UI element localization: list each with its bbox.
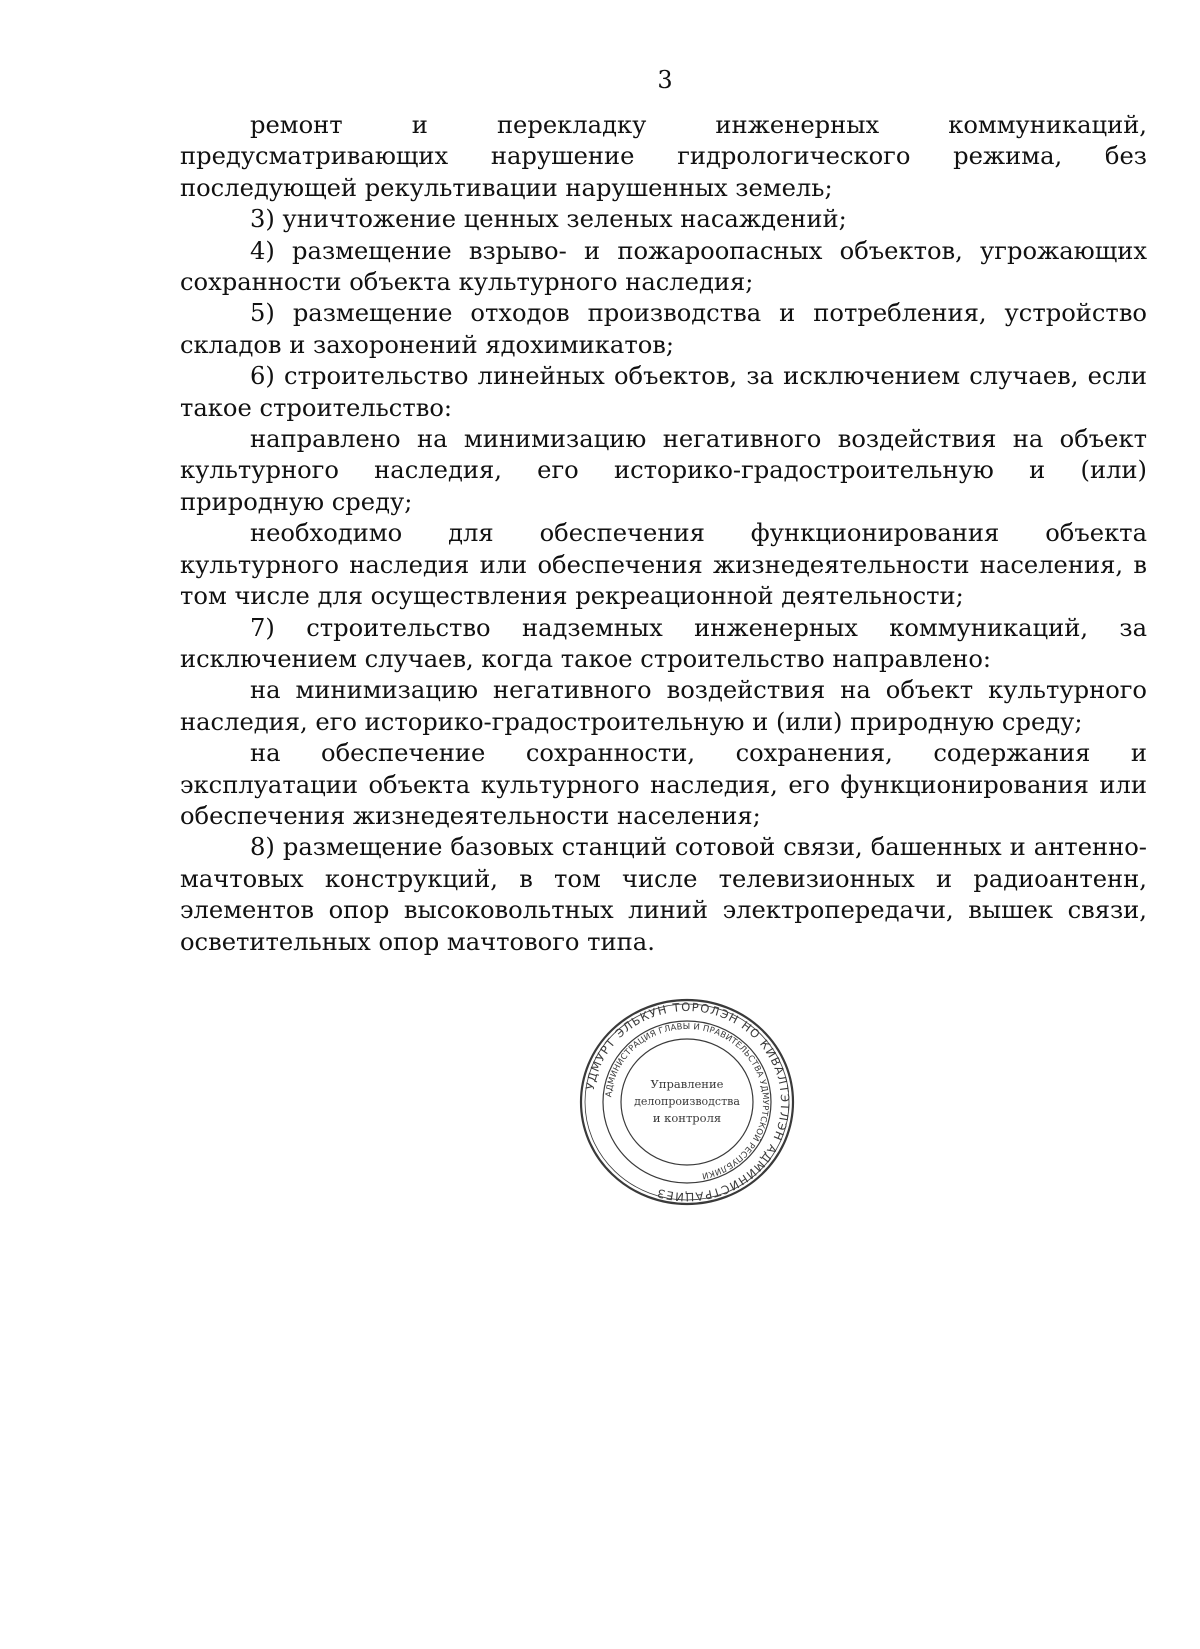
official-stamp — [577, 996, 797, 1208]
document-body — [180, 110, 1147, 958]
paragraph-1: ремонт и перекладку инженерных коммуникаций, предусматривающих нарушение гидрологического режима, без последующей рекультивации нарушенных земель; — [180, 111, 1147, 202]
paragraph-10: на обеспечение сохранности, сохранения, содержания и эксплуатации объекта культурного наследия, его функционирования или обеспечения жизнедеятельности населения; — [180, 739, 1147, 830]
stamp-center-line-2: делопроизводства — [634, 1095, 740, 1108]
paragraph-7: необходимо для обеспечения функционирования объекта культурного наследия или обеспечения жизнедеятельности населения, в том числе для осуществления рекреационной деятельности; — [180, 519, 1147, 611]
paragraph-5: 6) строительство линейных объектов, за исключением случаев, если такое строительство: — [180, 362, 1147, 422]
paragraph-8: 7) строительство надземных инженерных коммуникаций, за исключением случаев, когда такое строительство направлено: — [180, 613, 1147, 673]
paragraph-6: направлено на минимизацию негативного воздействия на объект культурного наследия, его историко-градостроительную и (или) природную среду; — [180, 425, 1147, 516]
paragraph-3: 4) размещение взрыво- и пожароопасных объектов, угрожающих сохранности объекта культурного наследия; — [180, 236, 1147, 297]
stamp-inner-text: АДМИНИСТРАЦИЯ ГЛАВЫ И ПРАВИТЕЛЬСТВА УДМУРТСКОЙ РЕСПУБЛИКИ — [603, 1020, 772, 1182]
page-number: 3 — [657, 66, 673, 94]
paragraph-2: 3) уничтожение ценных зеленых насаждений; — [250, 205, 847, 234]
stamp-outer-text: УДМУРТ ЭЛЬКУН ТОРОЛЭН НО КИВАЛТЭТЛЭН АДМИНИСТРАЦИЕЗ — [582, 999, 793, 1205]
paragraph-4: 5) размещение отходов производства и потребления, устройство складов и захоронений ядохимикатов; — [180, 299, 1147, 359]
stamp-center-line-3: и контроля — [652, 1111, 722, 1125]
paragraph-9: на минимизацию негативного воздействия на объект культурного наследия, его историко-градостроительную и (или) природную среду; — [180, 676, 1147, 736]
stamp-seal-icon — [577, 996, 797, 1208]
stamp-center-line-1: Управление — [650, 1077, 724, 1091]
paragraph-11: 8) размещение базовых станций сотовой связи, башенных и антенно-мачтовых конструкций, в том числе телевизионных и радиоантенн, элементов опор высоковольтных линий электропередачи, вышек связи, осветительных опор мачтового типа. — [180, 833, 1147, 956]
